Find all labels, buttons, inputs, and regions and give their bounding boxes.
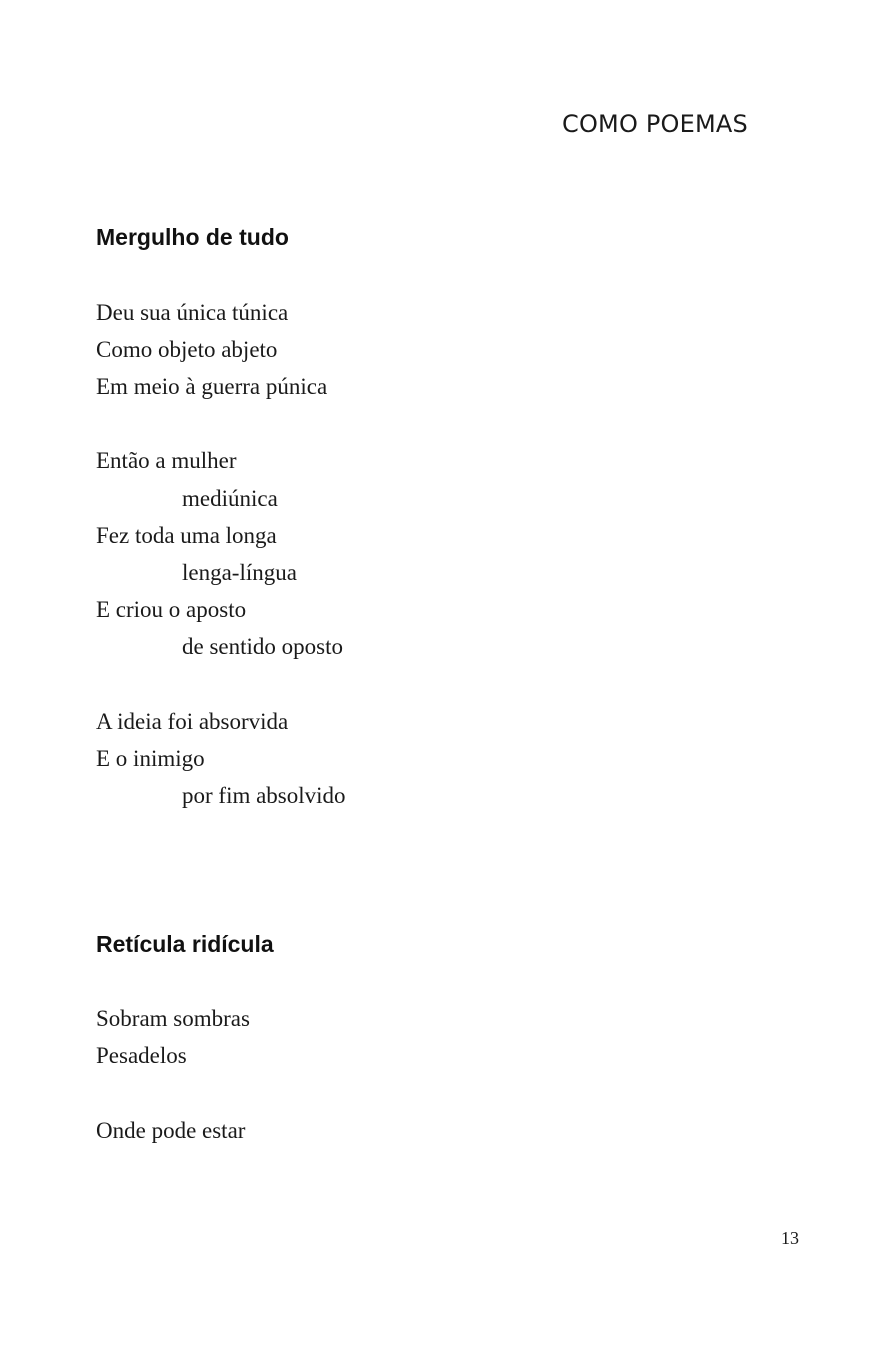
verse-line: A ideia foi absorvida — [96, 709, 289, 734]
verse-line-indented: mediúnica — [182, 486, 278, 511]
verse-line: Pesadelos — [96, 1043, 187, 1068]
page-number: 13 — [781, 1228, 799, 1248]
verse-line: Fez toda uma longa — [96, 523, 277, 548]
verse-line: E o inimigo — [96, 746, 205, 771]
verse-line: Então a mulher — [96, 448, 237, 473]
verse-line: E criou o aposto — [96, 597, 247, 622]
running-head: COMO POEMAS — [562, 110, 748, 138]
poem-title-mergulho: Mergulho de tudo — [96, 224, 289, 250]
verse-line: Como objeto abjeto — [96, 337, 278, 362]
verse-line-indented: lenga-língua — [182, 560, 297, 585]
verse-line: Deu sua única túnica — [96, 300, 289, 325]
verse-line: Sobram sombras — [96, 1006, 250, 1031]
verse-line: Em meio à guerra púnica — [96, 374, 328, 399]
verse-line-indented: de sentido oposto — [182, 634, 343, 659]
verse-line: Onde pode estar — [96, 1118, 246, 1143]
verse-line-indented: por fim absolvido — [182, 783, 346, 808]
poem-title-reticula: Retícula ridícula — [96, 931, 274, 957]
